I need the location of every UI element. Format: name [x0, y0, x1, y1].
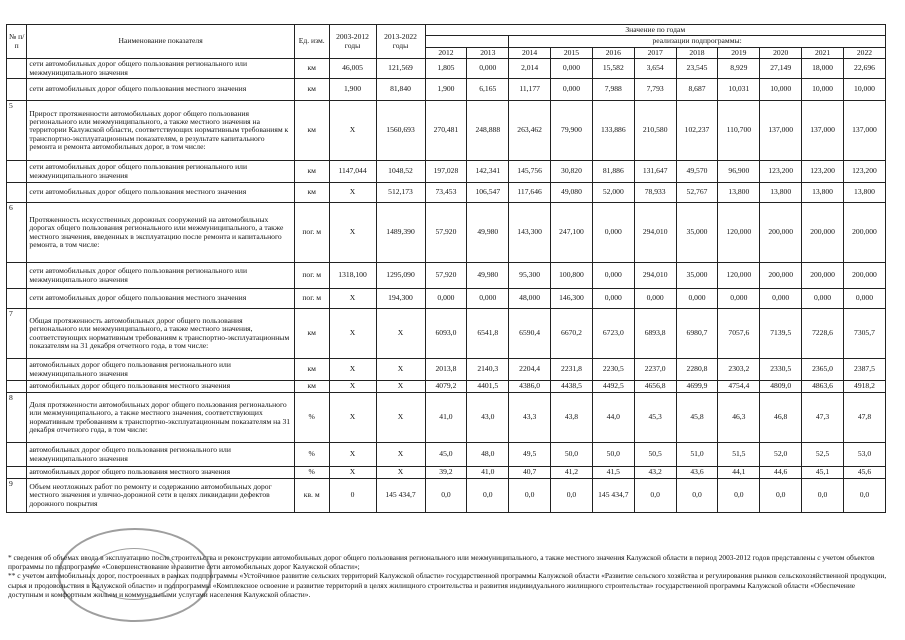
value-cell: X: [329, 359, 376, 381]
header-year-2022: 2022: [843, 47, 885, 58]
value-cell: X: [329, 289, 376, 309]
value-cell: 0,000: [592, 289, 634, 309]
value-cell: 145,756: [509, 161, 551, 183]
value-cell: 4656,8: [634, 381, 676, 393]
header-unit: Ед. изм.: [294, 25, 329, 59]
value-cell: 110,700: [718, 101, 760, 161]
value-cell: X: [376, 467, 425, 479]
value-cell: 45,1: [802, 467, 844, 479]
value-cell: 1048,52: [376, 161, 425, 183]
value-cell: 13,800: [760, 183, 802, 203]
value-cell: 123,200: [760, 161, 802, 183]
value-cell: 41,0: [425, 393, 467, 443]
header-year-2013: 2013: [467, 47, 509, 58]
value-cell: 197,028: [425, 161, 467, 183]
table-row: [7, 359, 886, 381]
value-cell: 35,000: [676, 263, 718, 289]
unit-cell: км: [294, 309, 329, 359]
value-cell: 143,300: [509, 203, 551, 263]
row-number: [7, 359, 27, 381]
value-cell: 0,000: [467, 289, 509, 309]
value-cell: 2330,5: [760, 359, 802, 381]
header-year-2014: 2014: [509, 47, 551, 58]
header-no: № п/п: [7, 25, 27, 59]
value-cell: 7,793: [634, 79, 676, 101]
value-cell: 8,929: [718, 59, 760, 79]
value-cell: 8,687: [676, 79, 718, 101]
value-cell: 51,0: [676, 443, 718, 467]
value-cell: 50,0: [551, 443, 593, 467]
value-cell: 137,000: [802, 101, 844, 161]
value-cell: 200,000: [802, 203, 844, 263]
value-cell: 263,462: [509, 101, 551, 161]
table-row: [7, 101, 886, 161]
header-2013-2022: 2013-2022 годы: [376, 25, 425, 59]
row-number: [7, 289, 27, 309]
value-cell: 41,2: [551, 467, 593, 479]
value-cell: 0,0: [676, 479, 718, 513]
row-number: [7, 381, 27, 393]
value-cell: 2280,8: [676, 359, 718, 381]
value-cell: 121,569: [376, 59, 425, 79]
value-cell: 49,980: [467, 263, 509, 289]
value-cell: 145 434,7: [376, 479, 425, 513]
value-cell: 10,000: [843, 79, 885, 101]
header-year-2018: 2018: [676, 47, 718, 58]
value-cell: 40,7: [509, 467, 551, 479]
value-cell: X: [376, 393, 425, 443]
value-cell: 81,886: [592, 161, 634, 183]
value-cell: 46,3: [718, 393, 760, 443]
indicator-name: автомобильных дорог общего пользования местного значения: [27, 381, 294, 393]
table-row: [7, 161, 886, 183]
value-cell: 43,3: [509, 393, 551, 443]
row-number: [7, 59, 27, 79]
table-row: [7, 203, 886, 263]
value-cell: 0,000: [634, 289, 676, 309]
value-cell: 4918,2: [843, 381, 885, 393]
value-cell: 45,3: [634, 393, 676, 443]
value-cell: 102,237: [676, 101, 718, 161]
value-cell: 294,010: [634, 263, 676, 289]
header-year-2015: 2015: [551, 47, 593, 58]
value-cell: 57,920: [425, 203, 467, 263]
value-cell: 6541,8: [467, 309, 509, 359]
header-year-2021: 2021: [802, 47, 844, 58]
value-cell: 0,0: [634, 479, 676, 513]
value-cell: 4386,0: [509, 381, 551, 393]
value-cell: 146,300: [551, 289, 593, 309]
row-number: [7, 79, 27, 101]
value-cell: 137,000: [760, 101, 802, 161]
header-year-2019: 2019: [718, 47, 760, 58]
value-cell: 2,014: [509, 59, 551, 79]
value-cell: 7,988: [592, 79, 634, 101]
row-number: [7, 183, 27, 203]
value-cell: X: [329, 381, 376, 393]
value-cell: 194,300: [376, 289, 425, 309]
value-cell: 44,6: [760, 467, 802, 479]
value-cell: 45,8: [676, 393, 718, 443]
value-cell: 0,0: [718, 479, 760, 513]
value-cell: 95,300: [509, 263, 551, 289]
value-cell: 41,0: [467, 467, 509, 479]
value-cell: 2387,5: [843, 359, 885, 381]
value-cell: 200,000: [802, 263, 844, 289]
value-cell: 7057,6: [718, 309, 760, 359]
value-cell: 27,149: [760, 59, 802, 79]
value-cell: 57,920: [425, 263, 467, 289]
value-cell: 0,0: [509, 479, 551, 513]
row-number: [7, 443, 27, 467]
unit-cell: кв. м: [294, 479, 329, 513]
value-cell: 79,900: [551, 101, 593, 161]
value-cell: 0,0: [467, 479, 509, 513]
value-cell: X: [376, 443, 425, 467]
value-cell: 81,840: [376, 79, 425, 101]
unit-cell: км: [294, 381, 329, 393]
value-cell: 43,2: [634, 467, 676, 479]
value-cell: 123,200: [802, 161, 844, 183]
header-2003-2012: 2003-2012 годы: [329, 25, 376, 59]
table-row: [7, 263, 886, 289]
value-cell: 1295,090: [376, 263, 425, 289]
value-cell: 0,000: [802, 289, 844, 309]
unit-cell: км: [294, 101, 329, 161]
unit-cell: км: [294, 183, 329, 203]
row-number: 5: [7, 101, 27, 161]
row-number: 6: [7, 203, 27, 263]
value-cell: 6723,0: [592, 309, 634, 359]
table-row: [7, 289, 886, 309]
value-cell: 30,820: [551, 161, 593, 183]
value-cell: 2231,8: [551, 359, 593, 381]
row-number: [7, 467, 27, 479]
value-cell: 50,5: [634, 443, 676, 467]
value-cell: 7139,5: [760, 309, 802, 359]
value-cell: 145 434,7: [592, 479, 634, 513]
value-cell: 47,3: [802, 393, 844, 443]
unit-cell: пог. м: [294, 289, 329, 309]
value-cell: 0,0: [802, 479, 844, 513]
row-number: [7, 161, 27, 183]
value-cell: 10,031: [718, 79, 760, 101]
value-cell: 123,200: [843, 161, 885, 183]
row-number: 9: [7, 479, 27, 513]
value-cell: 6093,0: [425, 309, 467, 359]
table-row: [7, 79, 886, 101]
value-cell: X: [376, 309, 425, 359]
value-cell: 6893,8: [634, 309, 676, 359]
value-cell: 22,696: [843, 59, 885, 79]
value-cell: 2237,0: [634, 359, 676, 381]
unit-cell: км: [294, 79, 329, 101]
unit-cell: пог. м: [294, 263, 329, 289]
value-cell: 512,173: [376, 183, 425, 203]
value-cell: 43,0: [467, 393, 509, 443]
value-cell: X: [329, 393, 376, 443]
indicator-name: Общая протяженность автомобильных дорог общего пользования регионального или межмуниципального, а также местного значения, соответствующих нормативным требованиям к транспортно-эксплуатационным показателям на 31 декабря отчетного года, в том числе:: [27, 309, 294, 359]
value-cell: 4438,5: [551, 381, 593, 393]
unit-cell: км: [294, 59, 329, 79]
value-cell: 7228,6: [802, 309, 844, 359]
value-cell: 0,000: [592, 203, 634, 263]
value-cell: 2365,0: [802, 359, 844, 381]
value-cell: 48,000: [509, 289, 551, 309]
footnote-1: * сведения об объемах ввода в эксплуатацию после строительства и реконструкции автомобильных дорог общего пользования регионального или межмуниципального, а также местного значения Калужской области в период 2003-2012 годов представлены с учетом объектов программы по подпрограмме «Совершенствование и развитие сети автомобильных дорог Калужской области»;: [8, 553, 875, 572]
indicator-table-sheet: [6, 24, 891, 513]
value-cell: 53,0: [843, 443, 885, 467]
value-cell: 13,800: [718, 183, 760, 203]
value-cell: 47,8: [843, 393, 885, 443]
indicator-name: Протяженность искусственных дорожных сооружений на автомобильных дорогах общего пользования регионального или межмуниципального, а также местного значения, введенных в эксплуатацию после ремонта и капитального ремонта, в том числе:: [27, 203, 294, 263]
value-cell: 46,8: [760, 393, 802, 443]
value-cell: 142,341: [467, 161, 509, 183]
value-cell: 4809,0: [760, 381, 802, 393]
value-cell: 45,6: [843, 467, 885, 479]
indicator-name: автомобильных дорог общего пользования регионального или межмуниципального значения: [27, 443, 294, 467]
value-cell: 248,888: [467, 101, 509, 161]
value-cell: 1,900: [425, 79, 467, 101]
indicator-name: сети автомобильных дорог общего пользования регионального или межмуниципального значения: [27, 59, 294, 79]
indicator-name: Прирост протяженности автомобильных дорог общего пользования регионального или межмуниципального, а также местного значения на территории Калужской области, соответствующих нормативным требованиям к транспортно-эксплуатационным показателям, в результате капитального ремонта и ремонта автомобильных дорог, в том числе:: [27, 101, 294, 161]
value-cell: 294,010: [634, 203, 676, 263]
value-cell: X: [329, 101, 376, 161]
value-cell: X: [329, 203, 376, 263]
value-cell: 52,767: [676, 183, 718, 203]
indicator-table: [6, 24, 886, 513]
value-cell: 1147,044: [329, 161, 376, 183]
row-number: 8: [7, 393, 27, 443]
value-cell: 4699,9: [676, 381, 718, 393]
value-cell: 13,800: [843, 183, 885, 203]
value-cell: 6590,4: [509, 309, 551, 359]
value-cell: X: [329, 443, 376, 467]
value-cell: 44,1: [718, 467, 760, 479]
value-cell: 11,177: [509, 79, 551, 101]
value-cell: 52,0: [760, 443, 802, 467]
value-cell: 200,000: [843, 203, 885, 263]
indicator-name: Объем неотложных работ по ремонту и содержанию автомобильных дорог местного значения и улично-дорожной сети в целях ликвидации дефектов дорожного покрытия: [27, 479, 294, 513]
row-number: [7, 263, 27, 289]
value-cell: 6980,7: [676, 309, 718, 359]
value-cell: 0,0: [760, 479, 802, 513]
unit-cell: км: [294, 359, 329, 381]
unit-cell: %: [294, 467, 329, 479]
value-cell: 4754,4: [718, 381, 760, 393]
value-cell: 210,580: [634, 101, 676, 161]
value-cell: 78,933: [634, 183, 676, 203]
table-row: [7, 183, 886, 203]
table-row: [7, 479, 886, 513]
value-cell: 131,647: [634, 161, 676, 183]
value-cell: 1560,693: [376, 101, 425, 161]
value-cell: 247,100: [551, 203, 593, 263]
value-cell: 10,000: [802, 79, 844, 101]
value-cell: 35,000: [676, 203, 718, 263]
table-row: [7, 381, 886, 393]
value-cell: 0,000: [592, 263, 634, 289]
header-year-2017: 2017: [634, 47, 676, 58]
value-cell: 4079,2: [425, 381, 467, 393]
value-cell: 2230,5: [592, 359, 634, 381]
value-cell: 45,0: [425, 443, 467, 467]
value-cell: 4401,5: [467, 381, 509, 393]
header-values-title: Значение по годам: [425, 25, 885, 36]
value-cell: 6,165: [467, 79, 509, 101]
value-cell: 18,000: [802, 59, 844, 79]
value-cell: 3,654: [634, 59, 676, 79]
value-cell: 0,000: [467, 59, 509, 79]
value-cell: 49,980: [467, 203, 509, 263]
value-cell: 0,0: [425, 479, 467, 513]
value-cell: 0,000: [676, 289, 718, 309]
value-cell: 0,000: [425, 289, 467, 309]
value-cell: 0,000: [843, 289, 885, 309]
value-cell: 100,800: [551, 263, 593, 289]
value-cell: 15,582: [592, 59, 634, 79]
value-cell: 1,900: [329, 79, 376, 101]
value-cell: 4863,6: [802, 381, 844, 393]
value-cell: 2140,3: [467, 359, 509, 381]
header-year-2016: 2016: [592, 47, 634, 58]
value-cell: 117,646: [509, 183, 551, 203]
value-cell: 1318,100: [329, 263, 376, 289]
value-cell: 49,080: [551, 183, 593, 203]
table-row: [7, 443, 886, 467]
value-cell: 43,6: [676, 467, 718, 479]
value-cell: 0,000: [718, 289, 760, 309]
table-row: [7, 467, 886, 479]
value-cell: X: [329, 183, 376, 203]
footnote-2: ** с учетом автомобильных дорог, построенных в рамках подпрограммы «Устойчивое развитие сельских территорий Калужской области» государственной программы Калужской области «Развитие сельского хозяйства и регулирования рынков сельскохозяйственной продукции, сырья и продовольствия в Калужской области» и подпрограммы «Комплексное освоение и развитие территорий в целях жилищного строительства и развития индивидуального жилищного строительства» государственной программы Калужской области «Обеспечение доступным и комфортным жильем и коммунальными услугами населения Калужской области».: [8, 571, 887, 599]
footnotes: [8, 553, 888, 599]
value-cell: 7305,7: [843, 309, 885, 359]
header-name: Наименование показателя: [27, 25, 294, 59]
indicator-name: сети автомобильных дорог общего пользования местного значения: [27, 183, 294, 203]
value-cell: 4492,5: [592, 381, 634, 393]
value-cell: 2204,4: [509, 359, 551, 381]
unit-cell: %: [294, 443, 329, 467]
value-cell: 2013,8: [425, 359, 467, 381]
row-number: 7: [7, 309, 27, 359]
value-cell: 106,547: [467, 183, 509, 203]
value-cell: 0,000: [551, 79, 593, 101]
value-cell: 52,000: [592, 183, 634, 203]
indicator-name: сети автомобильных дорог общего пользования местного значения: [27, 289, 294, 309]
value-cell: 120,000: [718, 263, 760, 289]
indicator-name: сети автомобильных дорог общего пользования регионального или межмуниципального значения: [27, 263, 294, 289]
value-cell: 133,886: [592, 101, 634, 161]
value-cell: 0: [329, 479, 376, 513]
value-cell: 52,5: [802, 443, 844, 467]
table-row: [7, 309, 886, 359]
table-row: [7, 393, 886, 443]
value-cell: 96,900: [718, 161, 760, 183]
value-cell: 0,0: [843, 479, 885, 513]
value-cell: 13,800: [802, 183, 844, 203]
header-year-2020: 2020: [760, 47, 802, 58]
value-cell: 200,000: [760, 263, 802, 289]
value-cell: 137,000: [843, 101, 885, 161]
value-cell: 6670,2: [551, 309, 593, 359]
value-cell: 50,0: [592, 443, 634, 467]
value-cell: 41,5: [592, 467, 634, 479]
header-realization: реализации подпрограммы:: [509, 36, 886, 47]
indicator-name: сети автомобильных дорог общего пользования местного значения: [27, 79, 294, 101]
value-cell: 0,000: [760, 289, 802, 309]
value-cell: 39,2: [425, 467, 467, 479]
value-cell: 10,000: [760, 79, 802, 101]
value-cell: 200,000: [843, 263, 885, 289]
value-cell: 46,005: [329, 59, 376, 79]
indicator-name: Доля протяженности автомобильных дорог общего пользования регионального или межмуниципального, а также местного значения, соответствующих нормативным требованиям к транспортно-эксплуатационным показателям на 31 декабря отчетного года, в том числе:: [27, 393, 294, 443]
value-cell: 51,5: [718, 443, 760, 467]
unit-cell: пог. м: [294, 203, 329, 263]
value-cell: X: [329, 309, 376, 359]
unit-cell: км: [294, 161, 329, 183]
value-cell: 49,570: [676, 161, 718, 183]
value-cell: 49,5: [509, 443, 551, 467]
value-cell: 23,545: [676, 59, 718, 79]
value-cell: 73,453: [425, 183, 467, 203]
indicator-name: автомобильных дорог общего пользования местного значения: [27, 467, 294, 479]
value-cell: 43,8: [551, 393, 593, 443]
indicator-name: сети автомобильных дорог общего пользования регионального или межмуниципального значения: [27, 161, 294, 183]
table-row: [7, 59, 886, 79]
value-cell: X: [376, 381, 425, 393]
indicator-name: автомобильных дорог общего пользования регионального или межмуниципального значения: [27, 359, 294, 381]
header-year-2012: 2012: [425, 47, 467, 58]
value-cell: 0,0: [551, 479, 593, 513]
value-cell: 44,0: [592, 393, 634, 443]
value-cell: 200,000: [760, 203, 802, 263]
value-cell: X: [329, 467, 376, 479]
value-cell: 0,000: [551, 59, 593, 79]
value-cell: 2303,2: [718, 359, 760, 381]
value-cell: 48,0: [467, 443, 509, 467]
unit-cell: %: [294, 393, 329, 443]
value-cell: X: [376, 359, 425, 381]
value-cell: 270,481: [425, 101, 467, 161]
value-cell: 1,805: [425, 59, 467, 79]
value-cell: 1489,390: [376, 203, 425, 263]
value-cell: 120,000: [718, 203, 760, 263]
